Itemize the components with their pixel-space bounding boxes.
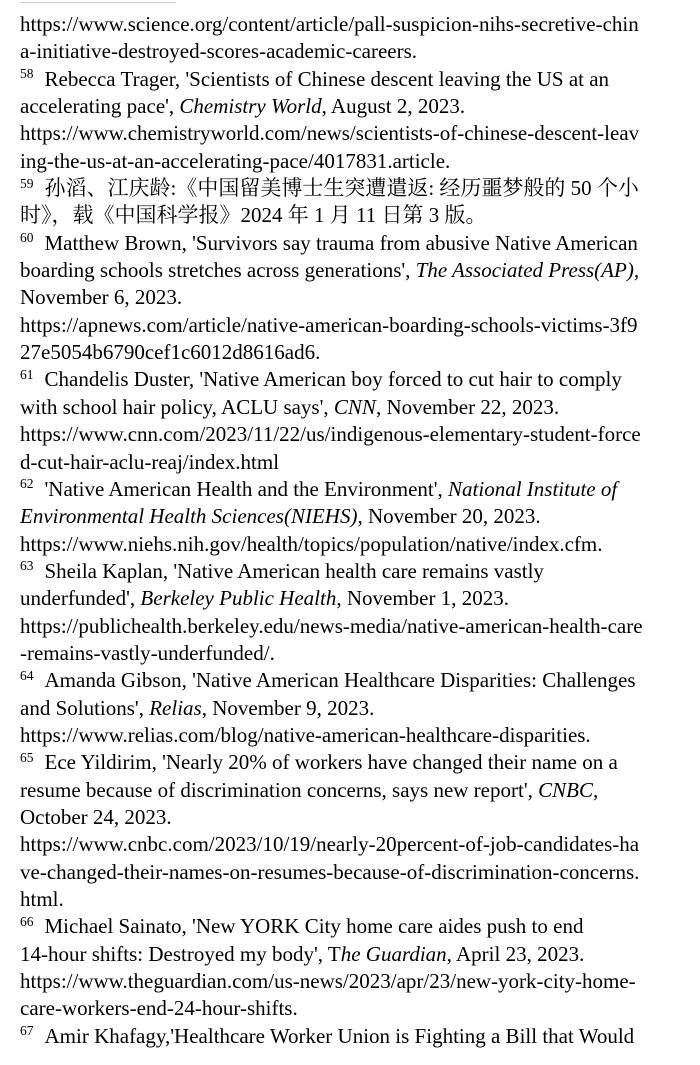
text-segment: 'Native American Health and the Environment',	[44, 476, 449, 501]
footnote-line	[20, 148, 686, 175]
footnote-number: 64	[20, 667, 34, 683]
footnote-line	[20, 175, 686, 202]
footnote-line	[20, 941, 686, 968]
text-segment: resume because of discrimination concerns, says new report',	[20, 777, 539, 802]
footnote-number: 59	[20, 175, 34, 191]
text-segment: https://publichealth.berkeley.edu/news-media/native-american-health-care	[20, 613, 643, 638]
footnote-line	[20, 804, 686, 831]
footnote-line	[20, 284, 686, 311]
text-segment: Berkeley Public Health	[140, 586, 337, 611]
footnote-line	[20, 913, 686, 940]
text-segment: Chemistry World	[179, 94, 322, 119]
text-segment: https://www.chemistryworld.com/news/scientists-of-chinese-descent-leav	[20, 121, 640, 146]
text-segment: CNBC,	[538, 777, 599, 802]
text-segment: 孙滔、江庆龄:《中国留美博士生突遭遣返: 经历噩梦般的 50 个小	[44, 176, 639, 201]
footnote-line	[20, 777, 686, 804]
text-segment: care-workers-end-24-hour-shifts.	[20, 996, 298, 1021]
footnote-line	[20, 93, 686, 120]
text-segment: -remains-vastly-underfunded/.	[20, 640, 275, 665]
text-segment: Relias	[149, 695, 202, 720]
footnote-line	[20, 722, 686, 749]
footnote-line	[20, 585, 686, 612]
footnote-line	[20, 11, 686, 38]
footnote-line	[20, 449, 686, 476]
footnote-line	[20, 38, 686, 65]
text-segment: Sheila Kaplan, 'Native American health care remains vastly	[44, 558, 544, 583]
footnote-line	[20, 640, 686, 667]
text-segment: The Associated Press(AP),	[415, 258, 640, 283]
footnote-line	[20, 695, 686, 722]
text-segment: with school hair policy, ACLU says',	[20, 394, 334, 419]
text-segment: html.	[20, 887, 64, 911]
footnote-line	[20, 339, 686, 366]
text-segment: , November 20, 2023.	[357, 504, 541, 529]
footnote-line	[20, 886, 686, 913]
text-segment: CNN	[333, 394, 376, 419]
footnote-line	[20, 995, 686, 1022]
text-segment: https://www.theguardian.com/us-news/2023/apr/23/new-york-city-home-	[20, 969, 636, 994]
text-segment: Ece Yildirim, 'Nearly 20% of workers have changed their name on a	[44, 750, 618, 775]
text-segment: October 24, 2023.	[20, 804, 172, 829]
footnote-line	[20, 394, 686, 421]
text-segment: https://www.cnn.com/2023/11/22/us/indigenous-elementary-student-force	[20, 422, 641, 447]
footnote-line	[20, 531, 686, 558]
text-segment: https://apnews.com/article/native-american-boarding-schools-victims-3f9	[20, 312, 638, 337]
text-segment: https://www.niehs.nih.gov/health/topics/population/native/index.cfm.	[20, 531, 603, 556]
footnote-line	[20, 613, 686, 640]
text-segment: ve-changed-their-names-on-resumes-because-of-discrimination-concerns.	[20, 859, 640, 884]
footnote-line	[20, 421, 686, 448]
text-segment: 14-hour shifts: Destroyed my body', T	[20, 941, 341, 966]
footnotes-text-block	[20, 11, 686, 1050]
text-segment: Environmental Health Sciences(NIEHS)	[20, 504, 358, 529]
text-segment: , November 22, 2023.	[375, 394, 560, 419]
footnote-number: 67	[20, 1023, 34, 1039]
text-segment: , November 9, 2023.	[201, 695, 375, 720]
text-segment: Chandelis Duster, 'Native American boy forced to cut hair to comply	[44, 367, 622, 392]
footnote-line	[20, 831, 686, 858]
text-segment: d-cut-hair-aclu-reaj/index.html	[20, 449, 280, 474]
footnote-line	[20, 667, 686, 694]
text-segment: National Institute of	[448, 476, 618, 501]
text-segment: ing-the-us-at-an-accelerating-pace/4017831.article.	[20, 148, 451, 173]
footnote-number: 61	[20, 366, 34, 382]
footnote-line	[20, 476, 686, 503]
text-segment: Amir Khafagy,'Healthcare Worker Union is Fighting a Bill that Would	[44, 1023, 635, 1048]
footnote-line	[20, 66, 686, 93]
footnote-line	[20, 257, 686, 284]
footnote-line	[20, 859, 686, 886]
text-segment: Amanda Gibson, 'Native American Healthcare Disparities: Challenges	[44, 668, 636, 693]
text-segment: boarding schools stretches across generations',	[20, 258, 416, 283]
footnote-number: 60	[20, 230, 34, 246]
text-segment: Rebecca Trager, 'Scientists of Chinese descent leaving the US at an	[44, 66, 610, 91]
footnote-number: 65	[20, 749, 34, 765]
footnote-line	[20, 968, 686, 995]
footnote-line	[20, 558, 686, 585]
text-segment: https://www.cnbc.com/2023/10/19/nearly-20percent-of-job-candidates-ha	[20, 832, 640, 857]
footnote-number: 66	[20, 913, 34, 929]
text-segment: , August 2, 2023.	[321, 94, 466, 119]
footnote-line	[20, 230, 686, 257]
footnote-line	[20, 1023, 686, 1050]
text-segment: , November 1, 2023.	[336, 586, 509, 611]
text-segment: https://www.relias.com/blog/native-american-healthcare-disparities.	[20, 722, 591, 747]
footnote-line	[20, 749, 686, 776]
footnote-number: 62	[20, 476, 34, 492]
footnote-separator-rule	[20, 2, 176, 3]
text-segment: Michael Sainato, 'New YORK City home care aides push to end	[44, 914, 584, 939]
text-segment: accelerating pace',	[20, 94, 180, 119]
text-segment: 时》，载《中国科学报》2024 年 1 月 11 日第 3 版。	[20, 203, 487, 228]
text-segment: https://www.science.org/content/article/pall-suspicion-nihs-secretive-chin	[20, 12, 639, 36]
text-segment: 27e5054b6790cef1c6012d8616ad6.	[20, 340, 321, 365]
text-segment: underfunded',	[20, 586, 141, 611]
text-segment: and Solutions',	[20, 695, 150, 720]
footnote-line	[20, 503, 686, 530]
text-segment: he Guardian,	[340, 941, 452, 966]
text-segment: April 23, 2023.	[451, 941, 585, 966]
text-segment: a-initiative-destroyed-scores-academic-careers.	[20, 39, 418, 64]
text-segment: November 6, 2023.	[20, 285, 183, 310]
footnote-line	[20, 202, 686, 229]
text-segment: Matthew Brown, 'Survivors say trauma from abusive Native American	[44, 230, 638, 255]
footnote-line	[20, 366, 686, 393]
footnote-number: 63	[20, 558, 34, 574]
footnote-line	[20, 312, 686, 339]
footnote-number: 58	[20, 66, 34, 82]
footnote-line	[20, 120, 686, 147]
